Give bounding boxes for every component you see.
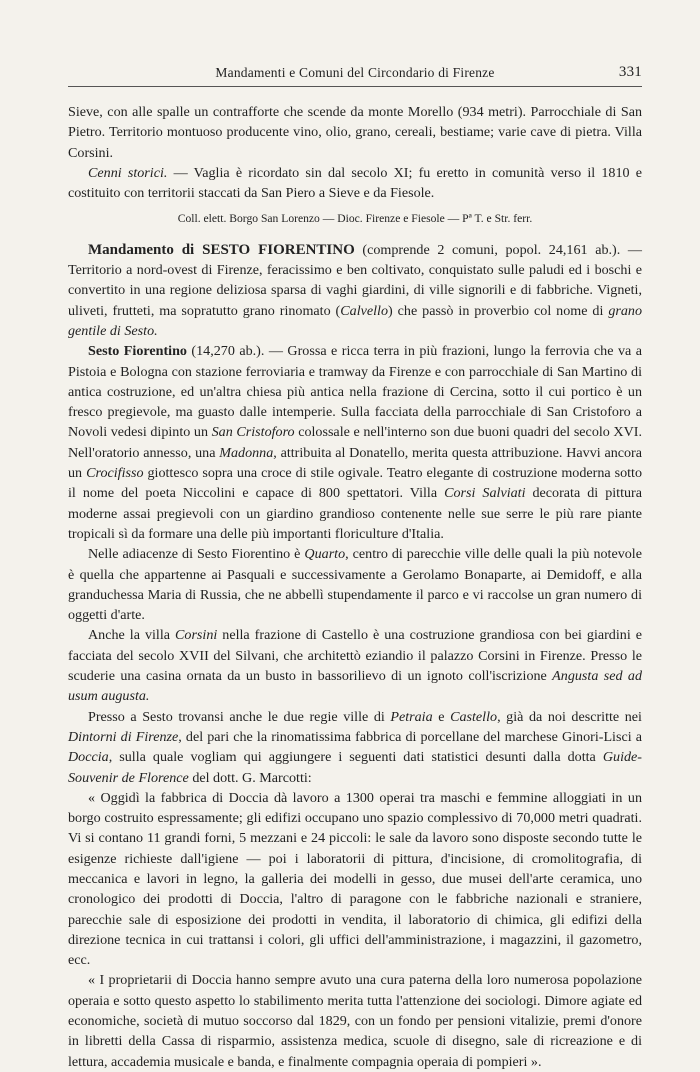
header-rule [68, 86, 642, 87]
electoral-note: Coll. elett. Borgo San Lorenzo — Dioc. Firenze e Fiesole — Pª T. e Str. ferr. [177, 212, 533, 226]
cenni-storici-label: Cenni storici. [88, 164, 168, 181]
running-head-title: Mandamenti e Comuni del Circondario di Firenze [215, 65, 495, 80]
paragraph-regie-ville: Presso a Sesto trovansi anche le due regie ville di Petraia e Castello, già da noi descritte nei Dintorni di Firenze, del pari che la rinomatissima fabbrica di porcellane del marchese Ginori-Lisci a Doccia, sulla quale vogliam qui aggiungere i seguenti dati statistici desunti dalla dotta Guide-Souvenir de Florence del dott. G. Marcotti: [68, 708, 642, 786]
paragraph-vaglia-description: Sieve, con alle spalle un contrafforte che scende da monte Morello (934 metri). Parrocchiale di San Pietro. Territorio montuoso producente vino, olio, grano, cereali, bestiame; varie cave di pietra. Villa Corsini. [68, 104, 642, 161]
running-head [68, 62, 642, 84]
paragraph-cenni-storici: Cenni storici. — Vaglia è ricordato sin dal secolo XI; fu eretto in comunità verso il 1810 e costituito con territorii staccati da San Piero a Sieve e da Fiesole. [68, 164, 642, 202]
page-number: 331 [618, 64, 642, 80]
paragraph-doccia-quote-2: « I proprietarii di Doccia hanno sempre avuto una cura paterna della loro numerosa popolazione operaia e sotto questo aspetto lo stabilimento merita tutta l'attenzione dei sociologi. Dimore agiate ed economiche, società di mutuo soccorso dal 1829, con un fondo per pensioni vitalizie, premi d'onore in libretti della Cassa di risparmio, assistenza medica, scuole di disegno, sale di ricreazione e di lettura, accademia musicale e banda, e finalmente compagnia operaia di pompieri ». [68, 972, 642, 1070]
paragraph-quarto: Nelle adiacenze di Sesto Fiorentino è Quarto, centro di parecchie ville delle quali la più notevole è quella che appartenne ai Pasquali e successivamente a Gerolamo Bonaparte, ai Demidoff, e alla granduchessa Maria di Russia, che ne abbellì stupendamente il parco e vi raccolse un gran numero di oggetti d'arte. [68, 546, 642, 624]
paragraph-mandamento-sesto: Mandamento di SESTO FIORENTINO (comprende 2 comuni, popol. 24,161 ab.). — Territorio a nord-ovest di Firenze, feracissimo e ben coltivato, conquistato sulle paludi ed i boschi e convertito in una regione deliziosa sparsa di vaghi giardini, di ville signorili e di fabbriche. Vigneti, uliveti, frutteti, ma sopratutto grano rinomato (Calvello) che passò in proverbio col nome di grano gentile di Sesto. [68, 241, 642, 339]
paragraph-sesto-fiorentino: Sesto Fiorentino (14,270 ab.). — Grossa e ricca terra in più frazioni, lungo la ferrovia che va a Pistoia e Bologna con stazione ferroviaria e tramway da Firenze e con parrocchiale di San Martino di antica costruzione, ed un'altra chiesa più antica nella frazione di Cercina, sotto il cui portico è un fresco pregievole, ma guasto dalle intemperie. Sulla facciata della parrocchiale di San Cristoforo a Novoli vedesi dipinto un San Cristoforo colossale e nell'interno son due buoni quadri del secolo XVI. Nell'oratorio annesso, una Madonna, attribuita al Donatello, merita questa attribuzione. Havvi ancora un Crocifisso giottesco sopra una croce di stile ogivale. Teatro elegante di costruzione moderna sotto il nome del poeta Niccolini e capace di 800 spettatori. Villa Corsi Salviati decorata di pittura moderne assai pregievoli con un giardino grandioso contenente nelle sue serre le più rare piante tropicali sì da formare una delle più importanti floriculture d'Italia. [68, 343, 643, 542]
page-body [68, 102, 642, 1072]
sesto-heading: Sesto Fiorentino [88, 343, 187, 360]
paragraph-villa-corsini: Anche la villa Corsini nella frazione di Castello è una costruzione grandiosa con bei giardini e facciata del secolo XVII del Silvani, che architettò eziandio il palazzo Corsini in Firenze. Presso le scuderie una casina ornata da un busto in bassorilievo di un ignoto coll'iscrizione Angusta sed ad usum augusta. [68, 627, 643, 705]
mandamento-heading: Mandamento di SESTO FIORENTINO [88, 241, 355, 258]
paragraph-doccia-quote-1: « Oggidì la fabbrica di Doccia dà lavoro a 1300 operai tra maschi e femmine alloggiati in un borgo costruito espressamente; gli edifizi occupano uno spazio complessivo di 70,000 metri quadrati. Vi si contano 11 grandi forni, 5 mezzani e 24 piccoli: le sale da lavoro sono disposte secondo tutte le esigenze richieste dall'igiene — poi i laboratorii di pittura, d'incisione, di cromolitografia, di meccanica e lavori in legno, la galleria dei modelli in gesso, due musei dell'arte ceramica, uno cronologico dei prodotti di Doccia, l'altro di paragone con le fabbriche nazionali e straniere, parecchie sale di esposizione dei prodotti in vendita, il laboratorio di chimica, gli edifizi della direzione tecnica in cui trattansi i colori, gli uffici dell'amministrazione, i magazzini, il gazometro, ecc. [68, 789, 642, 969]
